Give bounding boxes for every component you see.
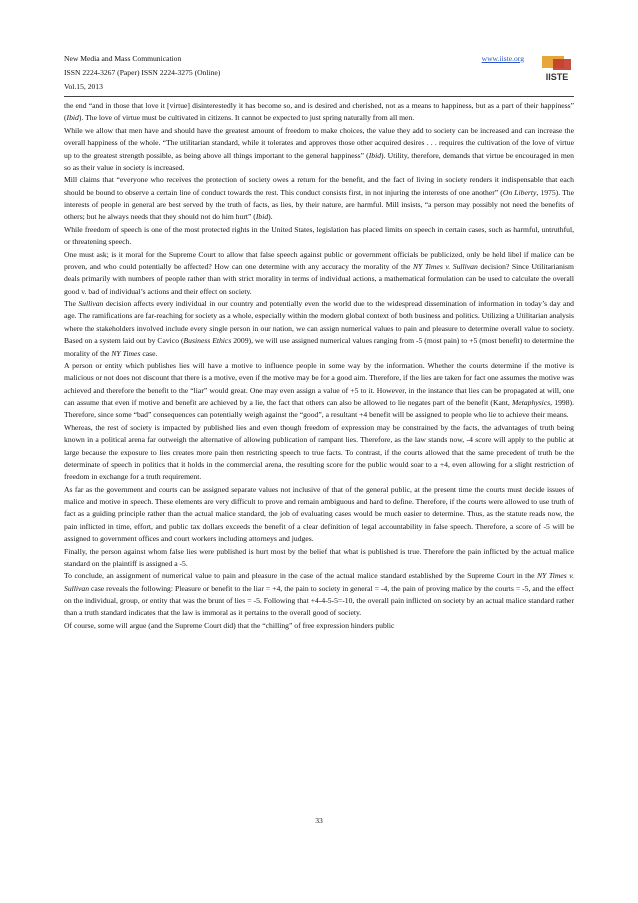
page-number: 33	[315, 816, 323, 825]
paragraph-text: case reveals the following: Pleasure or benefit to the liar = +4, the pain to society in general = -4, the pain of proving malice by the courts = -5, and the effect on the individual, group, or entity that was the brunt of lies = -5. Following that +4-4-5-5=-10, the overall pain inflicted on society by an actual malice standard rather than a truth standard indicates that the law is immoral as it pertains to the overall good of society.	[64, 583, 574, 618]
body-paragraph	[64, 484, 574, 546]
body-paragraph	[64, 224, 574, 249]
body-paragraph	[64, 422, 574, 484]
journal-header	[64, 52, 574, 94]
iiste-logo-icon	[540, 55, 574, 83]
logo-text: IISTE	[545, 72, 569, 82]
body-paragraph	[64, 570, 574, 620]
italic-citation: NY Times v. Sullivan	[413, 261, 478, 271]
italic-citation: Metaphysics	[511, 398, 551, 407]
volume-line: Vol.15, 2013	[64, 82, 103, 91]
paragraph-text: Mill claims that “everyone who receives the protection of society owes a return for the benefit, and the fact of living in society renders it indispensable that each should be bound to observe a certain line of conduct towards the rest. This conduct consists first, in not injuring the interests of one another” (	[64, 175, 574, 197]
paragraph-text: A person or entity which publishes lies will have a motive to influence people in some way by the information. Whether the courts determine if the motive is malicious or not does not discount that there is a motive, even if the motive may be for a good aim. Therefore, if the lies are taken for fact one assumes the motive was achieved and therefore the benefit to the “liar” would great. One may even assign a value of +5 to it. However, in the instance that lies can be propagated at will, one can assume that even if motive and benefit are achieved by a lie, the fact that others can also be allowed to lie negates part of the benefit (Kant,	[64, 360, 574, 407]
body-paragraph	[64, 620, 574, 632]
paragraph-text: decision? Since Utilitarianism deals primarily with numbers of people rather than with strict morality in terms of individual actions, a mathematical formulation can be used to calculate the overall good v. bad of individual’s actions and their effect on society.	[64, 261, 574, 296]
paragraph-text: case.	[140, 348, 158, 358]
body-paragraph	[64, 174, 574, 224]
paragraph-text: The	[64, 299, 79, 308]
paragraph-text: decision affects every individual in our country and potentially even the world due to the widespread dissemination of information in today’s day and age. The ramifications are far-reaching for society as a whole, especially within the modern global context of both business and politics. Utilizing a Utilitarian analysis where the stakeholders involved include every single person in our nation, we can assign numerical values to pain and pleasure to determine overall value to society. Based on a system laid out by Cavico (	[64, 299, 574, 346]
body-paragraph	[64, 546, 574, 571]
body-paragraph	[64, 360, 574, 422]
paragraph-text: Finally, the person against whom false lies were published is hurt most by the belief that what is published is true. Therefore the pain inflicted by the actual malice standard on the plaintiff is assigned a -5.	[64, 546, 574, 568]
body-paragraph	[64, 125, 574, 175]
italic-citation: Sullivan	[78, 299, 104, 308]
paragraph-text: Whereas, the rest of society is impacted by published lies and even though freedom of expression may be constrained by the facts, the advantages of truth being known in a political arena far outweigh the alternative of allowing publication of rampant lies. Therefore, as the law stands now, -4 score will apply to the public at large because the exposure to lies creates more pain then restricting speech to true facts. To contrast, if the courts allowed that the same precedent of truth be the determinate of speech in politics that it holds in the commercial arena, the resulting score for the public would soar to a +4, even allowing for a slight restriction of freedom in exchange for a truth requirement.	[64, 422, 574, 482]
body-paragraph	[64, 298, 574, 360]
issn-line: ISSN 2224-3267 (Paper) ISSN 2224-3275 (Online)	[64, 68, 221, 77]
journal-url-link[interactable]: www.iiste.org	[481, 54, 524, 63]
italic-citation: Business Ethics	[183, 336, 232, 346]
paragraph-text: As far as the government and courts can be assigned separate values not inclusive of that of the general public, at the present time the courts must decide issues of malice and motive in speech. These elements are very difficult to prove and remain ambiguous and hard to define. Therefore, if the courts were allowed to use truth of fact as a guiding principle rather than the actual malice standard, the job of evaluating cases would be much easier to determine. Thus, as the statute reads now, the pain inflicted in time, effort, and public tax dollars exceeds the benefit of a clear definition of legal accountability in false speech. Therefore, a score of -5 will be assigned to government offices and court workers including attorneys and judges.	[64, 484, 574, 544]
header-divider	[64, 96, 574, 97]
paragraph-text: , 1998). Therefore, since some “bad” consequences can potentially weigh against the “good”, a resultant +4 benefit will be assigned to people who lie to achieve their means.	[64, 398, 574, 420]
italic-citation: Ibid	[66, 113, 79, 123]
paragraph-text: 2009), we will use assigned numerical values ranging from -5 (most pain) to +5 (most benefit) to determine the morality of the	[64, 336, 574, 358]
paragraph-text: ). The love of virtue must be cultivated in citizens. It cannot be expected to just spring naturally from all men.	[78, 113, 415, 123]
italic-citation: Ibid	[255, 212, 269, 222]
paragraph-text: While freedom of speech is one of the most protected rights in the United States, legislation has placed limits on speech in certain cases, such as harmful, untruthful, or threatening speech.	[64, 224, 574, 247]
italic-citation: NY Times v. Sullivan	[64, 571, 575, 593]
italic-citation: Ibid	[368, 150, 382, 160]
article-body	[64, 100, 574, 632]
italic-citation: On Liberty	[502, 187, 537, 197]
paragraph-text: Of course, some will argue (and the Supreme Court did) that the “chilling” of free expression hinders public	[64, 620, 395, 630]
paragraph-text: One must ask; is it moral for the Supreme Court to allow that false speech against public or government officials be publicized, only be held libel if malice can be proven, and who could potentially be affected? How can one determine with any accuracy the morality of the	[64, 249, 574, 271]
paragraph-text: ). Utility, therefore, demands that virtue be encouraged in men so as their value in society is increased.	[64, 150, 574, 172]
italic-citation: NY Times	[111, 348, 141, 358]
paragraph-text: , 1975). The interests of people in general are best served by the truth of facts, as lies, by their nature, are harmful. Mill insists, “a person may possibly not need the benefits of others; but he always needs that they should not do him hurt” (	[64, 187, 574, 222]
paragraph-text: the end “and in those that love it [virtue] disinterestedly it has become so, and is desired and cherished, not as a means to happiness, but as a part of their happiness” (	[64, 101, 574, 123]
journal-title: New Media and Mass Communication	[64, 54, 182, 63]
paragraph-text: ).	[268, 212, 273, 222]
body-paragraph	[64, 249, 574, 299]
paragraph-text: While we allow that men have and should have the greatest amount of freedom to make choices, the value they add to society can be increased and can increase the overall happiness of the whole. “The utilitarian standard, while it tolerates and approves those other acquired desires . . . requires the cultivation of the love of virtue up to the greatest strength possible, as being above all things important to the general happiness” (	[64, 125, 574, 160]
body-paragraph	[64, 100, 574, 125]
paragraph-text: To conclude, an assignment of numerical value to pain and pleasure in the case of the actual malice standard established by the Supreme Court in the	[64, 571, 538, 581]
